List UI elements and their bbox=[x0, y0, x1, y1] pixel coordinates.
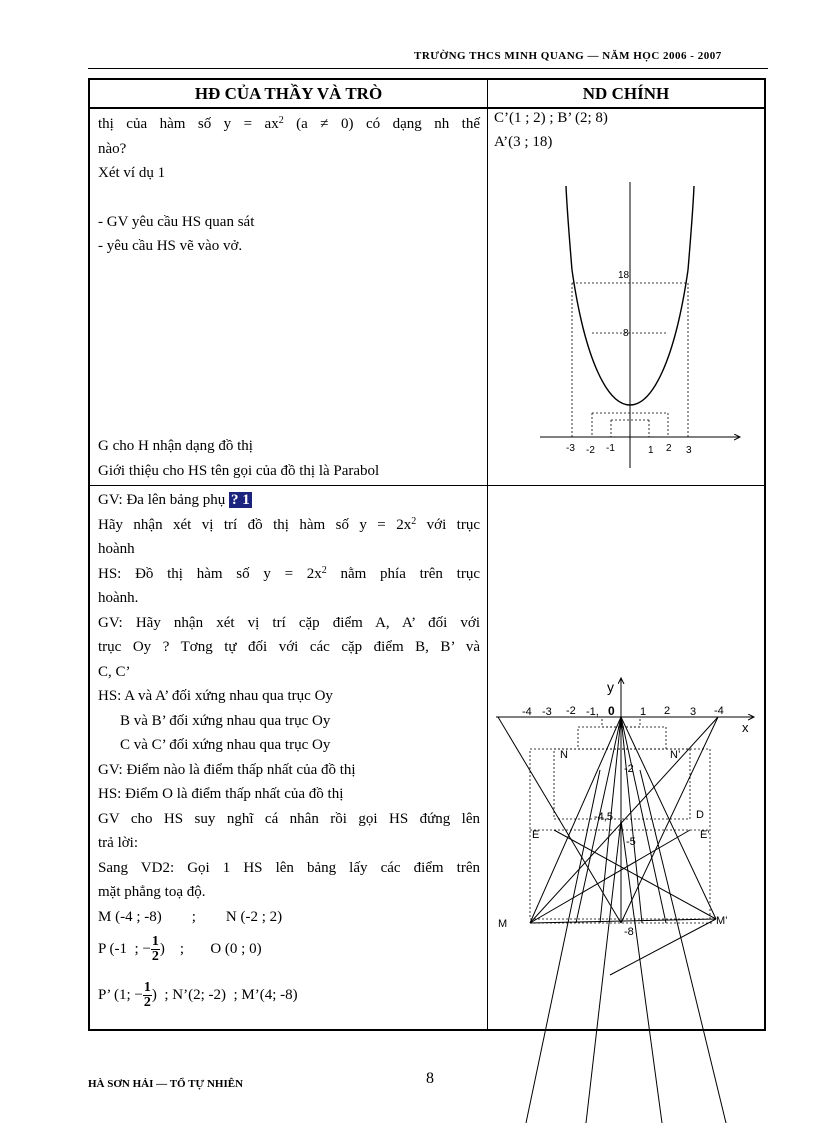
x-tick: -1 bbox=[606, 443, 615, 454]
point-label-e-prime: E’ bbox=[700, 829, 710, 841]
point-label-m-prime: M’ bbox=[716, 915, 728, 927]
row2-line6: GV: Hãy nhận xét vị trí cặp điểm A, A’ đối với bbox=[98, 614, 480, 631]
row2-line4: HS: Đồ thị hàm số $y = 2x^2$ nằm phía trên trục bbox=[98, 564, 480, 582]
point-label-e: E bbox=[532, 829, 540, 841]
y-label-18: 18 bbox=[618, 270, 630, 281]
row1-line5: - yêu cầu HS vẽ vào vở. bbox=[98, 238, 243, 254]
fraction-one-half: $\frac{1}{2}$ bbox=[151, 934, 159, 965]
header-school-year: TRƯỜNG THCS MINH QUANG — NĂM HỌC 2006 - 2007 bbox=[414, 50, 722, 62]
row2-line3: hoành bbox=[98, 541, 135, 557]
points-c-b: C’(1 ; 2) ; B’ (2; 8) bbox=[494, 110, 608, 126]
row1-line1: thị của hàm số $y = ax^2$ (a ≠ 0) có dạng nh thế bbox=[98, 115, 480, 132]
row1-line7: Giới thiệu cho HS tên gọi của đồ thị là Parabol bbox=[98, 462, 380, 479]
row1-line6: G cho H nhận dạng đồ thị bbox=[98, 438, 253, 454]
parabola-left-arm bbox=[566, 186, 572, 270]
graph-lines bbox=[498, 717, 750, 1123]
value-label-minus-4-5: -4,5 bbox=[594, 811, 613, 823]
footer-author: HÀ SƠN HẢI — TỔ TỰ NHIÊN bbox=[88, 1078, 244, 1090]
x-tick: -3 bbox=[542, 706, 552, 718]
points-a: A’(3 ; 18) bbox=[494, 134, 553, 150]
table-header-row bbox=[90, 80, 764, 109]
row2-line9: HS: A và A’ đối xứng nhau qua trục Oy bbox=[98, 688, 333, 704]
x-tick: -2 bbox=[586, 445, 595, 456]
row2-line14: GV cho HS suy nghĩ cá nhân rồi gọi HS đứng lên bbox=[98, 810, 480, 827]
row2-line1: GV: Đa lên bảng phụ ? 1 bbox=[98, 492, 250, 508]
value-label-minus-8: -8 bbox=[624, 926, 634, 938]
x-tick: 2 bbox=[666, 443, 672, 454]
x-axis-label: x bbox=[742, 720, 749, 735]
row-divider bbox=[90, 485, 764, 486]
x-tick: 0 bbox=[608, 704, 615, 718]
point-label-n: N bbox=[560, 749, 568, 761]
row2-line5: hoành. bbox=[98, 590, 139, 606]
value-label-minus-5: -5 bbox=[626, 836, 636, 848]
column-title-activities: HĐ CỦA THẦY VÀ TRÒ bbox=[194, 84, 383, 103]
x-tick: -1, bbox=[586, 706, 599, 718]
x-tick: -2 bbox=[566, 705, 576, 717]
x-tick: 2 bbox=[664, 705, 671, 717]
x-tick: 3 bbox=[690, 706, 697, 718]
point-label-d: D bbox=[696, 809, 704, 821]
value-label-minus-2: -2 bbox=[624, 763, 634, 775]
x-tick: -4 bbox=[522, 706, 532, 718]
row2-line17: mặt phẳng toạ độ. bbox=[98, 884, 206, 900]
x-tick: -4 bbox=[714, 705, 724, 717]
row2-line16: Sang VD2: Gọi 1 HS lên bảng lấy các điểm trên bbox=[98, 859, 480, 876]
x-tick: 1 bbox=[648, 445, 654, 456]
row1-content bbox=[494, 106, 608, 154]
y-label-8: 8 bbox=[623, 328, 629, 339]
fraction-one-half: $\frac{1}{2}$ bbox=[143, 980, 151, 1011]
x-tick: 3 bbox=[686, 445, 692, 456]
row2-line10: B và B’ đối xứng nhau qua trục Oy bbox=[120, 712, 331, 729]
row2-line19: P (-1 ; − $\frac{1}{2}$ ) ; O (0 ; 0) bbox=[98, 934, 262, 965]
row1-activities bbox=[98, 112, 480, 259]
row2-line11: C và C’ đối xứng nhau qua trục Oy bbox=[120, 737, 331, 753]
x-tick: -3 bbox=[566, 443, 575, 454]
row1-activities-bottom bbox=[98, 434, 480, 483]
header-rule bbox=[88, 68, 768, 69]
row1-line3: Xét ví dụ 1 bbox=[98, 165, 166, 181]
question-badge: ? 1 bbox=[230, 492, 250, 508]
x-tick: 1 bbox=[640, 706, 647, 718]
parabola-graph bbox=[488, 170, 764, 470]
point-label-m: M bbox=[498, 918, 508, 930]
row2-line13: HS: Điểm O là điểm thấp nhất của đồ thị bbox=[98, 786, 344, 802]
row1-line2: nào? bbox=[98, 140, 127, 157]
points-graph bbox=[490, 670, 766, 1123]
column-title-content: ND CHÍNH bbox=[582, 84, 670, 103]
point-label-n-prime: N’ bbox=[670, 749, 681, 761]
row2-line7: trục Oy ? Tơng tự đối với các cặp điểm B, B’ và bbox=[98, 639, 480, 655]
row2-line2: Hãy nhận xét vị trí đồ thị hàm số $y = 2x^2$ với trục bbox=[98, 515, 480, 533]
parabola-right-arm bbox=[688, 186, 694, 270]
row1-line4: - GV yêu cầu HS quan sát bbox=[98, 213, 255, 230]
page-number: 8 bbox=[426, 1070, 434, 1087]
row2-line18: M (-4 ; -8) ; N (-2 ; 2) bbox=[98, 908, 283, 925]
row2-line12: GV: Điểm nào là điểm thấp nhất của đồ thị bbox=[98, 761, 356, 778]
y-axis-label: y bbox=[607, 679, 614, 695]
row2-line15: trả lời: bbox=[98, 835, 139, 851]
row2-line8: C, C’ bbox=[98, 663, 131, 680]
row2-line20: P’ (1; − $\frac{1}{2}$ ) ; N’(2; -2) ; M’(4; -8) bbox=[98, 980, 298, 1011]
row2-activities bbox=[98, 488, 480, 1015]
